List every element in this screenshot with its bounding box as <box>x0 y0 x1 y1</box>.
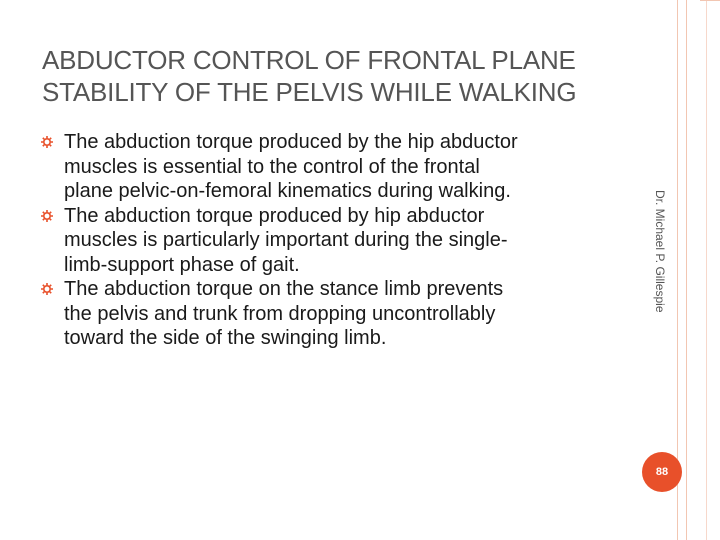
side-rule <box>686 0 687 540</box>
bullet-line: toward the side of the swinging limb. <box>64 327 387 349</box>
page-number-badge <box>642 452 682 492</box>
bullet-item <box>40 130 630 204</box>
bullet-line: the pelvis and trunk from dropping uncontrollably <box>64 302 496 325</box>
bullet-line: The abduction torque on the stance limb prevents <box>64 278 504 300</box>
page-number: 88 <box>655 466 669 478</box>
title-line: STABILITY OF THE PELVIS WHILE WALKING <box>42 77 577 107</box>
settings-gear-icon <box>40 209 54 223</box>
bullet-line: The abduction torque produced by the hip abductor <box>64 131 518 153</box>
title-line: ABDUCTOR CONTROL OF FRONTAL PLANE <box>42 45 576 75</box>
side-rule <box>706 0 707 540</box>
settings-gear-icon <box>40 282 54 296</box>
bullet-list <box>40 130 630 351</box>
bullet-line: muscles is essential to the control of the frontal <box>64 155 480 178</box>
bullet-line: limb-support phase of gait. <box>64 253 300 276</box>
settings-gear-icon <box>40 135 54 149</box>
bullet-item <box>40 277 630 351</box>
bullet-line: muscles is particularly important during the single- <box>64 229 508 251</box>
bullet-item <box>40 204 630 278</box>
bullet-line: The abduction torque produced by hip abductor <box>64 204 485 227</box>
author-name: Dr. Michael P. Gillespie <box>653 190 667 313</box>
bullet-line: plane pelvic-on-femoral kinematics during walking. <box>64 180 511 202</box>
top-rule <box>700 0 720 1</box>
slide-title <box>42 44 642 108</box>
